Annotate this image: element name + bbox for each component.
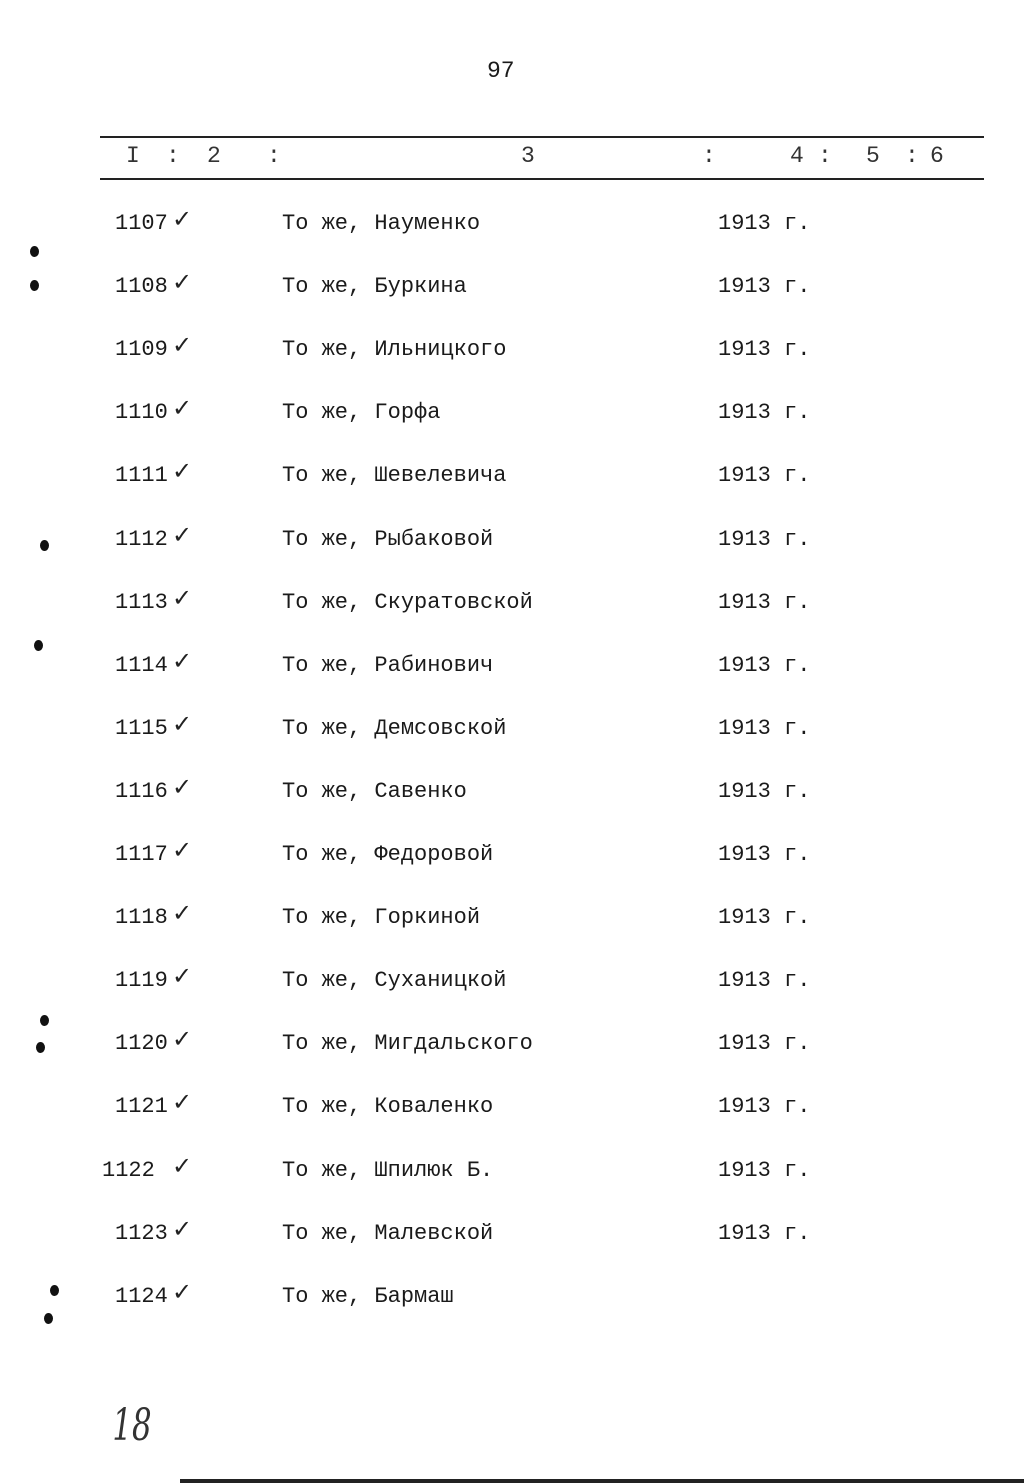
checkmark-icon: ✓ <box>172 268 193 297</box>
record-number: 1123 <box>115 1220 168 1246</box>
record-number: 1108 <box>115 274 168 300</box>
record-date: 1913 г. <box>718 1094 811 1120</box>
checkmark-icon: ✓ <box>172 646 193 675</box>
record-number: 1107 <box>115 211 168 236</box>
table-row <box>0 709 1024 756</box>
table-row <box>0 394 1024 440</box>
record-description: То же, Горкиной <box>282 905 481 931</box>
checkmark-icon: ✓ <box>172 583 193 612</box>
record-description: То же, Шпилюк Б. <box>282 1157 494 1183</box>
table-row <box>0 268 1024 314</box>
record-number: 1124 <box>115 1283 168 1309</box>
record-number: 1117 <box>115 842 168 867</box>
punch-hole-mark <box>30 280 39 291</box>
table-row <box>0 772 1024 819</box>
record-description: То же, Бармаш <box>282 1283 454 1309</box>
record-date: 1913 г. <box>718 400 811 426</box>
column-separator: : <box>267 143 281 169</box>
handwritten-note: 18 <box>112 1400 152 1451</box>
punch-hole-mark <box>30 246 39 257</box>
record-description: То же, Рабинович <box>282 652 494 678</box>
checkmark-icon: ✓ <box>172 836 193 864</box>
table-row <box>0 1151 1024 1198</box>
record-number: 1112 <box>115 526 168 552</box>
record-number: 1113 <box>115 589 168 615</box>
checkmark-icon: ✓ <box>172 1214 193 1243</box>
table-row <box>0 520 1024 567</box>
column-header-2: 2 <box>207 143 221 169</box>
column-separator: : <box>166 143 180 169</box>
record-description: То же, Скуратовской <box>282 589 533 615</box>
table-row <box>0 1088 1024 1134</box>
record-description: То же, Мигдальского <box>282 1031 533 1057</box>
record-description: То же, Буркина <box>282 274 467 300</box>
punch-hole-mark <box>44 1313 53 1324</box>
record-number: 1119 <box>115 968 168 994</box>
table-row <box>0 583 1024 630</box>
table-row <box>0 962 1024 1008</box>
record-number: 1121 <box>115 1094 168 1120</box>
checkmark-icon: ✓ <box>172 331 193 360</box>
table-row <box>0 331 1024 377</box>
record-number: 1111 <box>115 463 168 489</box>
record-date: 1913 г. <box>718 1157 811 1183</box>
record-date: 1913 г. <box>718 778 811 804</box>
record-number: 1122 <box>102 1157 155 1183</box>
column-header-1: I <box>126 143 140 169</box>
checkmark-icon: ✓ <box>172 394 193 423</box>
column-header-6: 6 <box>930 143 944 169</box>
table-row <box>0 205 1024 251</box>
table-row <box>0 1214 1024 1261</box>
record-description: То же, Горфа <box>282 400 441 426</box>
record-date: 1913 г. <box>718 715 811 741</box>
column-header-3: 3 <box>521 143 535 169</box>
checkmark-icon: ✓ <box>172 772 193 801</box>
record-date: 1913 г. <box>718 842 811 867</box>
record-number: 1115 <box>115 715 168 741</box>
record-date: 1913 г. <box>718 968 811 994</box>
record-date: 1913 г. <box>718 337 811 363</box>
record-description: То же, Рыбаковой <box>282 526 494 552</box>
table-row <box>0 836 1024 882</box>
table-header-top-rule <box>100 136 984 138</box>
record-description: То же, Савенко <box>282 778 467 804</box>
record-description: То же, Федоровой <box>282 842 494 867</box>
record-date: 1913 г. <box>718 652 811 678</box>
record-date: 1913 г. <box>718 463 811 489</box>
record-number: 1110 <box>115 400 168 426</box>
table-row <box>0 646 1024 693</box>
column-header-4: 4 <box>790 143 804 169</box>
record-number: 1120 <box>115 1031 168 1057</box>
record-number: 1118 <box>115 905 168 931</box>
record-date: 1913 г. <box>718 1031 811 1057</box>
table-row <box>0 1277 1024 1324</box>
checkmark-icon: ✓ <box>172 520 193 549</box>
record-date: 1913 г. <box>718 1220 811 1246</box>
checkmark-icon: ✓ <box>172 1088 193 1117</box>
page-number: 97 <box>487 58 515 84</box>
column-separator: : <box>905 143 919 169</box>
record-date: 1913 г. <box>718 526 811 552</box>
record-description: То же, Малевской <box>282 1220 494 1246</box>
record-date: 1913 г. <box>718 589 811 615</box>
table-header-bottom-rule <box>100 178 984 180</box>
record-description: То же, Науменко <box>282 211 481 236</box>
record-number: 1114 <box>115 652 168 678</box>
table-row <box>0 899 1024 945</box>
record-date: 1913 г. <box>718 274 811 300</box>
checkmark-icon: ✓ <box>172 1025 193 1054</box>
column-separator: : <box>702 143 716 169</box>
checkmark-icon: ✓ <box>172 899 193 928</box>
record-description: То же, Шевелевича <box>282 463 507 489</box>
column-header-5: 5 <box>866 143 880 169</box>
record-description: То же, Демсовской <box>282 715 507 741</box>
checkmark-icon: ✓ <box>172 457 193 486</box>
column-separator: : <box>818 143 832 169</box>
checkmark-icon: ✓ <box>172 709 193 738</box>
punch-hole-mark <box>40 1015 49 1026</box>
record-description: То же, Ильницкого <box>282 337 507 363</box>
checkmark-icon: ✓ <box>172 1151 193 1180</box>
table-row <box>0 457 1024 503</box>
punch-hole-mark <box>36 1042 45 1053</box>
punch-hole-mark <box>50 1285 59 1296</box>
record-date: 1913 г. <box>718 905 811 931</box>
checkmark-icon: ✓ <box>172 1277 193 1306</box>
record-description: То же, Коваленко <box>282 1094 494 1120</box>
record-number: 1109 <box>115 337 168 363</box>
checkmark-icon: ✓ <box>172 962 193 991</box>
page-bottom-edge <box>180 1479 1024 1483</box>
checkmark-icon: ✓ <box>172 205 193 233</box>
record-description: То же, Суханицкой <box>282 968 507 994</box>
record-date: 1913 г. <box>718 211 811 236</box>
punch-hole-mark <box>40 540 49 551</box>
table-row <box>0 1025 1024 1071</box>
punch-hole-mark <box>34 640 43 651</box>
record-number: 1116 <box>115 778 168 804</box>
